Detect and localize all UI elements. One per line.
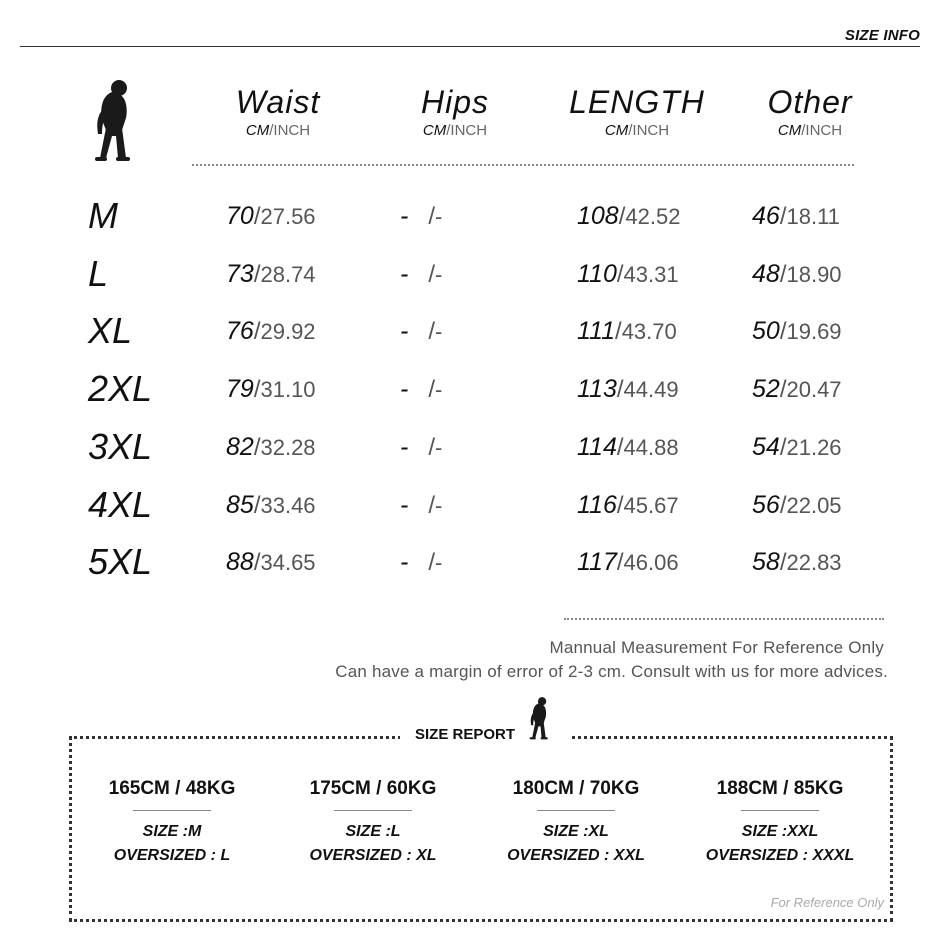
entry-divider <box>537 810 615 811</box>
cell-length: 110/43.31 <box>577 260 679 288</box>
height-weight: 165CM / 48KG <box>108 778 236 799</box>
column-unit: CM/INCH <box>245 122 311 139</box>
cell-hips: - /- <box>400 548 443 576</box>
column-header-other <box>720 84 900 139</box>
cell-waist: 88/34.65 <box>226 548 316 576</box>
cell-other: 56/22.05 <box>752 491 842 519</box>
cell-hips: - /- <box>400 317 443 345</box>
size-label: L <box>88 253 109 294</box>
cell-waist: 85/33.46 <box>226 491 316 519</box>
column-header-waist <box>188 84 368 139</box>
cell-other: 58/22.83 <box>752 548 842 576</box>
header-dotted-divider <box>192 164 854 166</box>
size-report-entry <box>77 778 267 865</box>
height-weight: 175CM / 60KG <box>309 778 437 799</box>
size-report-title: SIZE REPORT <box>415 726 516 743</box>
cell-length: 108/42.52 <box>577 202 681 230</box>
table-dotted-divider <box>564 618 884 620</box>
entry-divider <box>741 810 819 811</box>
oversized-size: OVERSIZED : XL <box>309 847 437 864</box>
size-report-entry <box>278 778 468 865</box>
standing-ape-figure-icon <box>92 78 138 162</box>
column-header-length <box>547 84 727 139</box>
recommended-size: SIZE :L <box>345 823 401 840</box>
oversized-size: OVERSIZED : L <box>113 847 231 864</box>
size-label: 5XL <box>88 541 153 582</box>
recommended-size: SIZE :XL <box>543 823 609 840</box>
column-unit: CM/INCH <box>422 122 488 139</box>
cell-hips: - /- <box>400 375 443 403</box>
cell-hips: - /- <box>400 491 443 519</box>
cell-other: 50/19.69 <box>752 317 842 345</box>
oversized-size: OVERSIZED : XXL <box>507 847 645 864</box>
cell-waist: 79/31.10 <box>226 375 316 403</box>
column-title: Waist <box>235 84 321 120</box>
cell-hips: - /- <box>400 202 443 230</box>
column-title: Hips <box>420 84 489 120</box>
size-info-title: SIZE INFO <box>844 27 920 44</box>
size-label: 2XL <box>88 368 153 409</box>
column-title: Other <box>767 84 853 120</box>
cell-length: 113/44.49 <box>577 375 679 403</box>
recommended-size: SIZE :XXL <box>741 823 819 840</box>
cell-waist: 70/27.56 <box>226 202 316 230</box>
cell-waist: 73/28.74 <box>226 260 316 288</box>
margin-note: Can have a margin of error of 2-3 cm. Consult with us for more advices. <box>335 662 888 681</box>
recommended-size: SIZE :M <box>142 823 202 840</box>
size-report-entry <box>481 778 671 865</box>
cell-length: 116/45.67 <box>577 491 679 519</box>
entry-divider <box>133 810 211 811</box>
size-label: 3XL <box>88 426 153 467</box>
column-unit: CM/INCH <box>777 122 843 139</box>
standing-ape-figure-icon <box>528 694 552 742</box>
cell-other: 52/20.47 <box>752 375 842 403</box>
cell-other: 54/21.26 <box>752 433 842 461</box>
size-label: M <box>88 195 118 236</box>
height-weight: 180CM / 70KG <box>512 778 640 799</box>
column-title: LENGTH <box>569 84 705 120</box>
cell-length: 111/43.70 <box>577 317 677 345</box>
cell-hips: - /- <box>400 260 443 288</box>
size-report-entry <box>685 778 875 865</box>
top-divider <box>20 46 920 47</box>
size-label: 4XL <box>88 484 153 525</box>
height-weight: 188CM / 85KG <box>716 778 844 799</box>
cell-other: 46/18.11 <box>752 202 840 230</box>
oversized-size: OVERSIZED : XXXL <box>705 847 855 864</box>
cell-other: 48/18.90 <box>752 260 842 288</box>
cell-length: 117/46.06 <box>577 548 679 576</box>
entry-divider <box>334 810 412 811</box>
reference-only-note: For Reference Only <box>770 895 884 910</box>
column-unit: CM/INCH <box>604 122 670 139</box>
cell-hips: - /- <box>400 433 443 461</box>
cell-waist: 76/29.92 <box>226 317 316 345</box>
cell-waist: 82/32.28 <box>226 433 316 461</box>
cell-length: 114/44.88 <box>577 433 679 461</box>
reference-note: Mannual Measurement For Reference Only <box>549 638 884 657</box>
column-header-hips <box>365 84 545 139</box>
size-label: XL <box>88 310 133 351</box>
